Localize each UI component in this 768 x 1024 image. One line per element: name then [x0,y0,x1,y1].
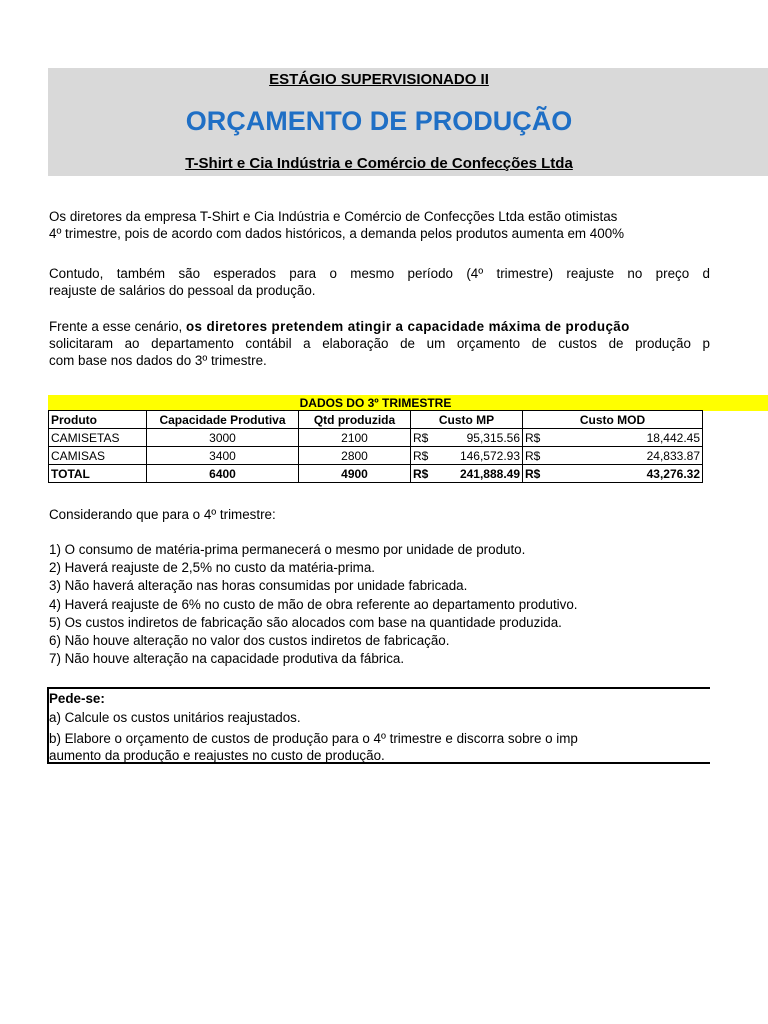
list-item: 5) Os custos indiretos de fabricação são alocados com base na quantidade produzida. [49,614,562,630]
cell-total-qtd: 4900 [299,465,411,483]
cell-currency: R$ [523,447,553,465]
cell-capacidade: 3400 [147,447,299,465]
paragraph-text: Frente a esse cenário, [49,319,186,334]
paragraph-line: Contudo, também são esperados para o mesmo período (4º trimestre) reajuste no preço d [49,266,710,281]
cell-capacidade: 3000 [147,429,299,447]
column-header: Custo MOD [523,411,703,429]
cell-custo-mod: 18,442.45 [553,429,703,447]
list-item: 6) Não houve alteração no valor dos custos indiretos de fabricação. [49,633,450,649]
paragraph-line: 4º trimestre, pois de acordo com dados históricos, a demanda pelos produtos aumenta em 400% [49,226,625,241]
paragraph-line: reajuste de salários do pessoal da produção. [49,283,316,298]
paragraph-bold-text: os diretores pretendem atingir a capacidade máxima de produção [185,319,630,334]
intro-paragraph-1 [49,208,710,242]
assumptions-list [49,541,578,668]
task-content [49,690,710,764]
task-item-b-line: b) Elabore o orçamento de custos de produção para o 4º trimestre e discorra sobre o imp [49,731,578,746]
cell-custo-mp: 146,572.93 [441,447,523,465]
table-title: DADOS DO 3º TRIMESTRE [49,395,703,411]
course-title: ESTÁGIO SUPERVISIONADO II [269,71,489,88]
cell-currency: R$ [523,429,553,447]
list-item: 4) Haverá reajuste de 6% no custo de mão de obra referente ao departamento produtivo. [49,596,578,612]
column-header: Capacidade Produtiva [147,411,299,429]
list-item: 2) Haverá reajuste de 2,5% no custo da matéria-prima. [49,560,375,576]
paragraph-line [49,318,710,335]
paragraph-line: solicitaram ao departamento contábil a elaboração de um orçamento de custos de produção p [49,336,710,351]
list-item: 7) Não houve alteração na capacidade produtiva da fábrica. [49,651,405,667]
column-header: Produto [49,411,147,429]
page-title: ORÇAMENTO DE PRODUÇÃO [185,106,573,136]
column-header: Custo MP [411,411,523,429]
cell-total-custo-mod: 43,276.32 [553,465,703,483]
list-item: 1) O consumo de matéria-prima permanecerá o mesmo por unidade de produto. [49,542,526,557]
task-item-a: a) Calcule os custos unitários reajustados. [49,710,301,725]
task-item-b-line: aumento da produção e reajustes no custo de produção. [49,748,385,763]
table-row [49,447,703,465]
considering-text [49,506,710,523]
intro-paragraph-2 [49,265,710,299]
cell-custo-mod: 24,833.87 [553,447,703,465]
cell-currency: R$ [411,429,441,447]
paragraph-line: Os diretores da empresa T-Shirt e Cia Indústria e Comércio de Confecções Ltda estão otimistas [49,209,618,224]
paragraph-line: com base nos dados do 3º trimestre. [49,353,267,368]
cell-total-label: TOTAL [49,465,147,483]
task-heading: Pede-se: [49,691,105,706]
table-title-row [49,395,703,411]
cell-total-custo-mp: 241,888.49 [441,465,523,483]
table-row [49,429,703,447]
cell-currency: R$ [411,465,441,483]
paragraph-line: Considerando que para o 4º trimestre: [49,507,276,522]
column-header: Qtd produzida [299,411,411,429]
cell-currency: R$ [523,465,553,483]
cell-produto: CAMISAS [49,447,147,465]
data-table [48,395,703,483]
cell-total-capacidade: 6400 [147,465,299,483]
list-item: 3) Não haverá alteração nas horas consumidas por unidade fabricada. [49,578,468,594]
intro-paragraph-3 [49,318,710,369]
company-name: T-Shirt e Cia Indústria e Comércio de Confecções Ltda [185,155,573,172]
cell-currency: R$ [411,447,441,465]
table-header-row [49,411,703,429]
cell-produto: CAMISETAS [49,429,147,447]
cell-qtd: 2100 [299,429,411,447]
cell-custo-mp: 95,315.56 [441,429,523,447]
cell-qtd: 2800 [299,447,411,465]
table-total-row [49,465,703,483]
